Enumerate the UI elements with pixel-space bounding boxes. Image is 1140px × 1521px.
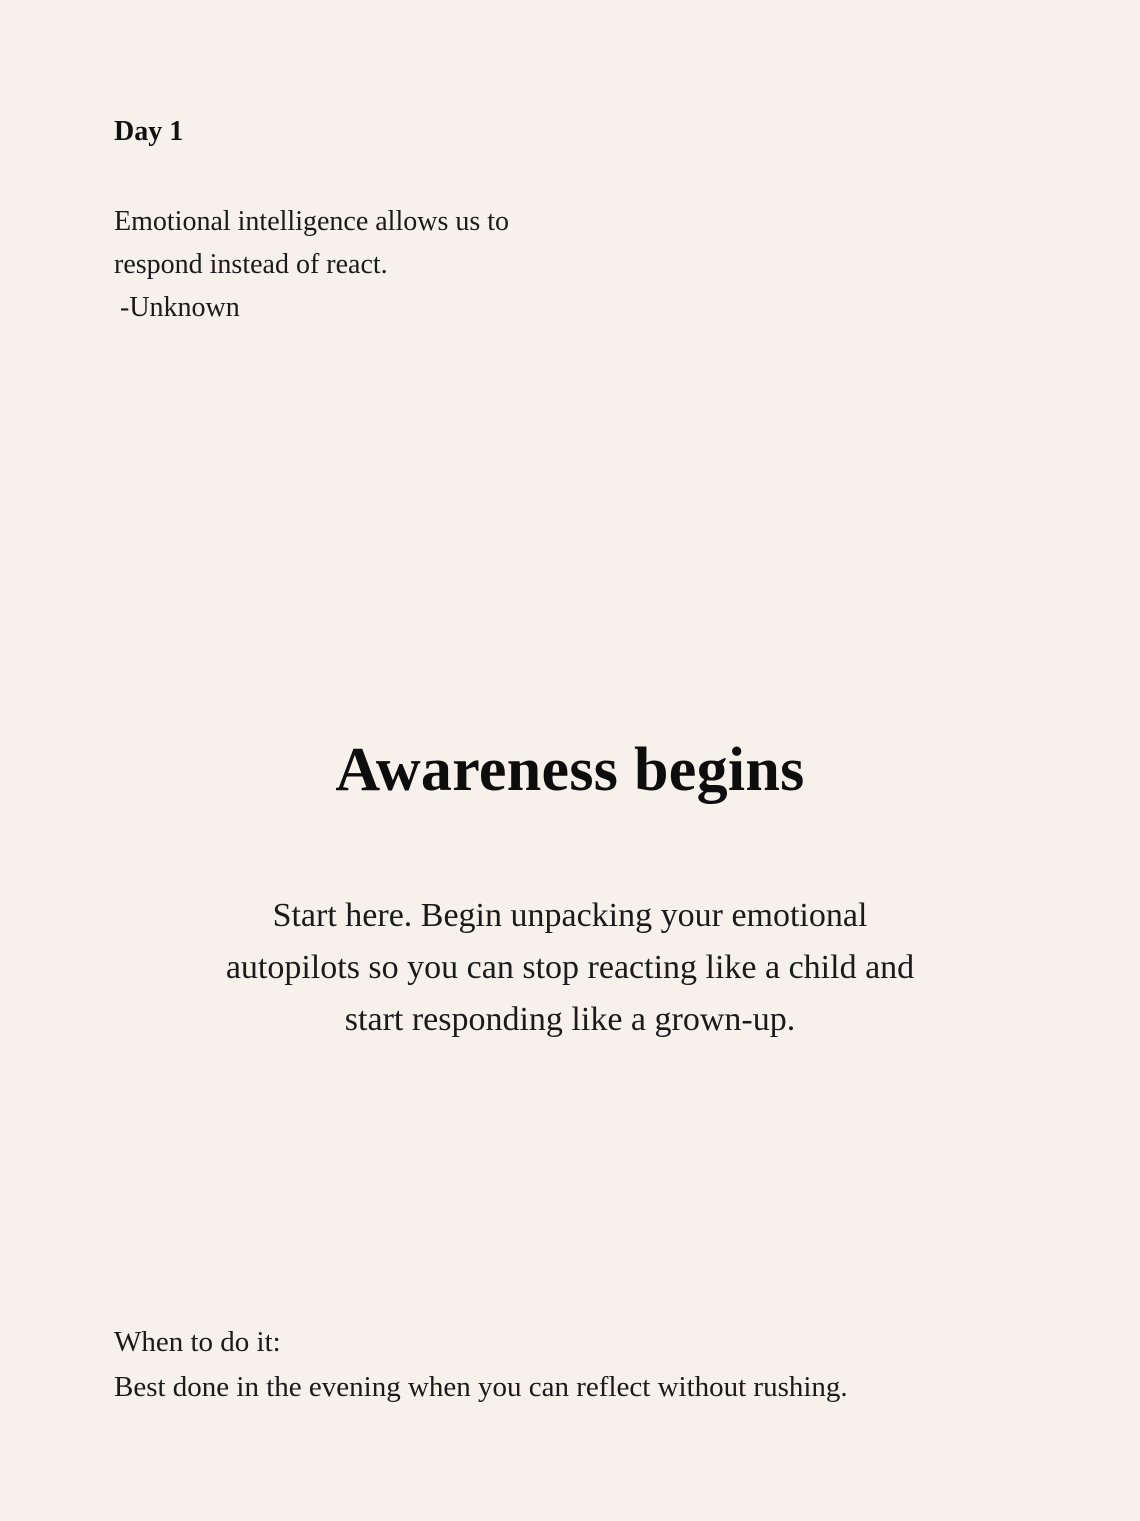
when-block [114,1320,1074,1410]
description-line-3: start responding like a grown-up. [344,1001,796,1038]
when-label: When to do it: [114,1326,281,1358]
page-title: Awareness begins [335,736,805,804]
day-label: Day 1 [114,116,184,147]
description-block [170,890,970,1046]
quote-line-1: Emotional intelligence allows us to [114,206,510,237]
description-line-2: autopilots so you can stop reacting like a child and [225,949,915,986]
description-line-1: Start here. Begin unpacking your emotional [272,897,868,934]
quote-line-2: respond instead of react. [114,249,388,280]
quote-block [114,200,594,329]
when-text: Best done in the evening when you can reflect without rushing. [114,1371,848,1403]
quote-attribution: -Unknown [120,292,240,323]
